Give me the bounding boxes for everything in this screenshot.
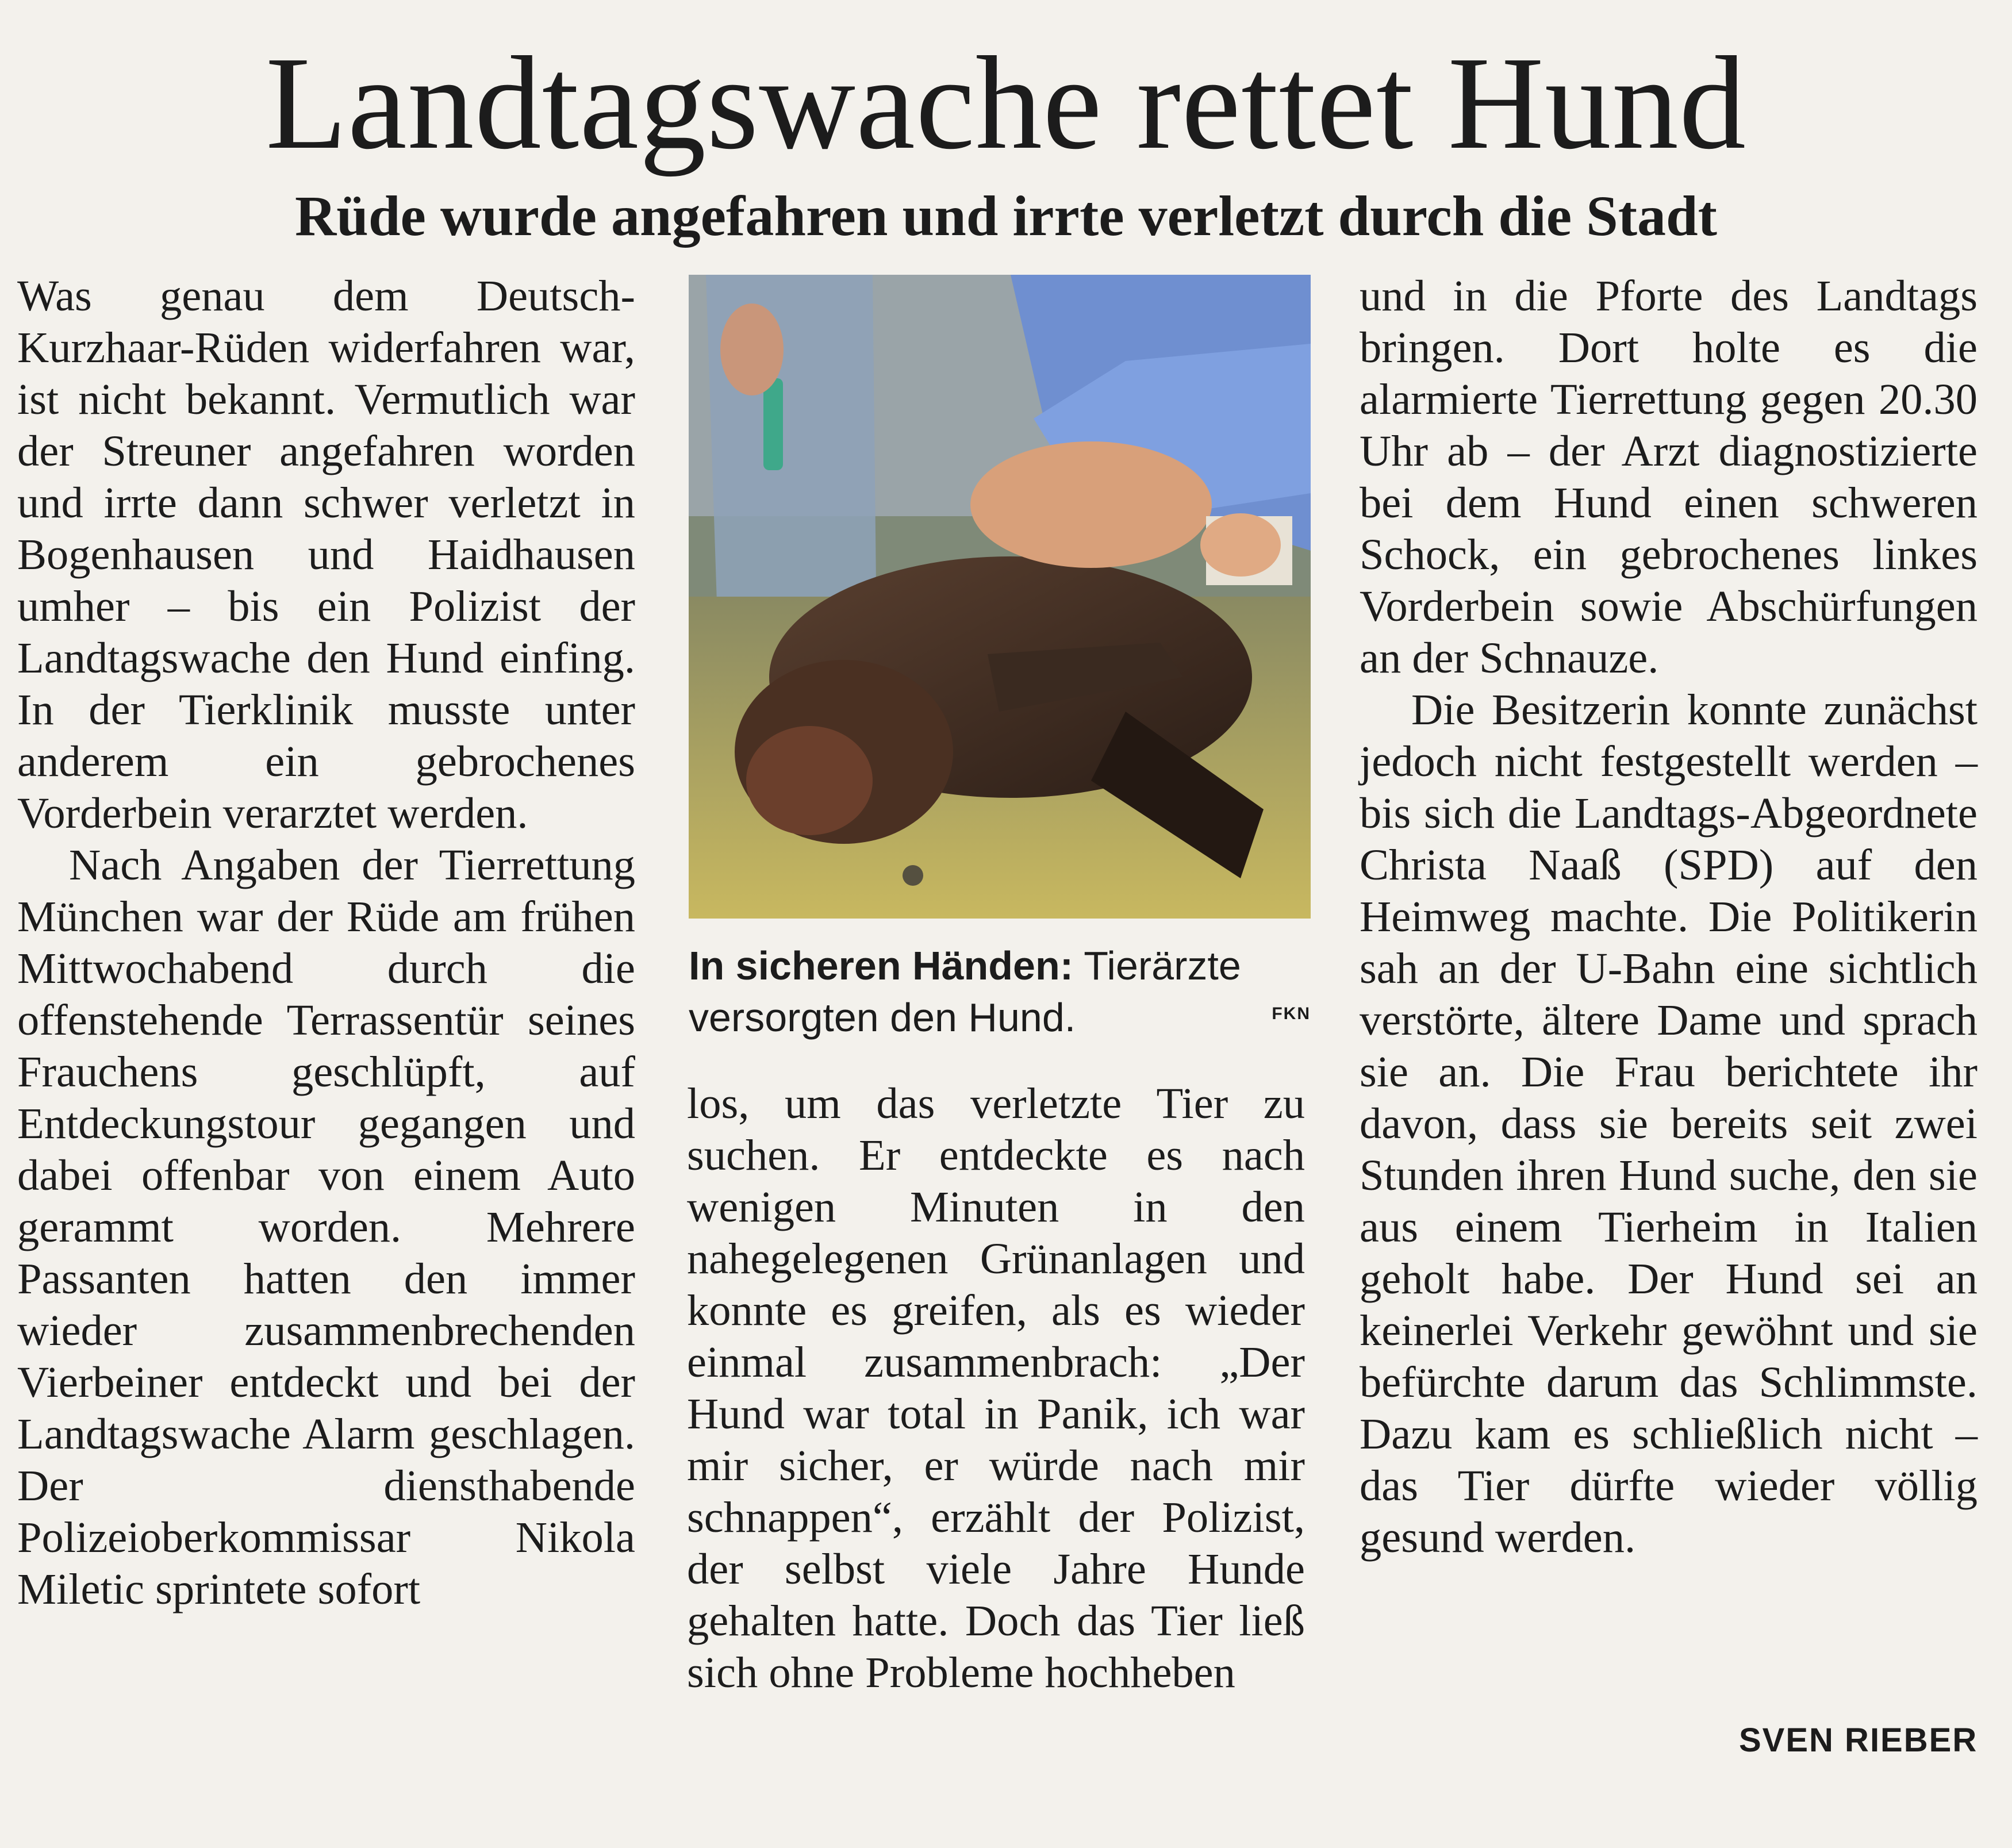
article-column-3 <box>1360 270 1978 1563</box>
caption-text: Tierärzte versorgten den Hund. <box>689 943 1241 1040</box>
dog-photo <box>689 275 1311 919</box>
subheadline: Rüde wurde angefahren und irrte verletzt durch die Stadt <box>295 184 1717 248</box>
column-3-paragraph-1: und in die Pforte des Landtags bringen. Dort holte es die alarmierte Tierrettung gegen 20.30 Uhr ab – der Arzt diagnostizierte bei dem Hund einen schweren Schock, ein gebrochenes linkes Vorderbein sowie Abschürfungen an der Schnauze. <box>1360 271 1978 682</box>
column-2-paragraph-1: los, um das verletzte Tier zu suchen. Er entdeckte es nach wenigen Minuten in den nahegelegenen Grünanlagen und konnte es greifen, als es wieder einmal zusammenbrach: „Der Hund war total in Panik, ich war mir sicher, er würde nach mir schnappen“, erzählt der Polizist, der selbst viele Jahre Hunde gehalten hatte. Doch das Tier ließ sich ohne Probleme hochheben <box>687 1079 1305 1697</box>
caption-lead: In sicheren Händen: <box>689 943 1074 988</box>
photo-caption <box>689 940 1311 1043</box>
photo-credit: FKN <box>1272 1004 1311 1023</box>
headline: Landtagswache rettet Hund <box>266 29 1746 177</box>
dog-photo-illustration <box>689 275 1311 919</box>
author-byline: SVEN RIEBER <box>1739 1722 1978 1759</box>
column-3-paragraph-2: Die Besitzerin konnte zunächst jedoch nicht festgestellt werden – bis sich die Landtags-Abgeordnete Christa Naaß (SPD) auf den Heimweg machte. Die Politikerin sah an der U-Bahn eine sichtlich verstörte, ältere Dame und sprach sie an. Die Frau berichtete ihr davon, dass sie bereits seit zwei Stunden ihren Hund suche, den sie aus einem Tierheim in Italien geholt habe. Der Hund sei an keinerlei Verkehr gewöhnt und sie befürchte darum das Schlimmste. Dazu kam es schließlich nicht – das Tier dürfte wieder völlig gesund werden. <box>1360 685 1978 1562</box>
article-column-1 <box>17 270 635 1615</box>
article-column-2 <box>687 1078 1305 1699</box>
column-1-paragraph-2: Nach Angaben der Tierrettung München war der Rüde am frühen Mittwochabend durch die offenstehende Terrassentür seines Frauchens geschlüpft, auf Entdeckungstour gegangen und dabei offenbar von einem Auto gerammt worden. Mehrere Passanten hatten den immer wieder zusammenbrechenden Vierbeiner entdeckt und bei der Landtagswache Alarm geschlagen. Der diensthabende Polizeioberkommissar Nikola Miletic sprintete sofort <box>17 840 635 1613</box>
column-1-paragraph-1: Was genau dem Deutsch-Kurzhaar-Rüden widerfahren war, ist nicht bekannt. Vermutlich war der Streuner angefahren worden und irrte dann schwer verletzt in Bogenhausen und Haidhausen umher – bis ein Polizist der Landtagswache den Hund einfing. In der Tierklinik musste unter anderem ein gebrochenes Vorderbein verarztet werden. <box>17 271 635 837</box>
